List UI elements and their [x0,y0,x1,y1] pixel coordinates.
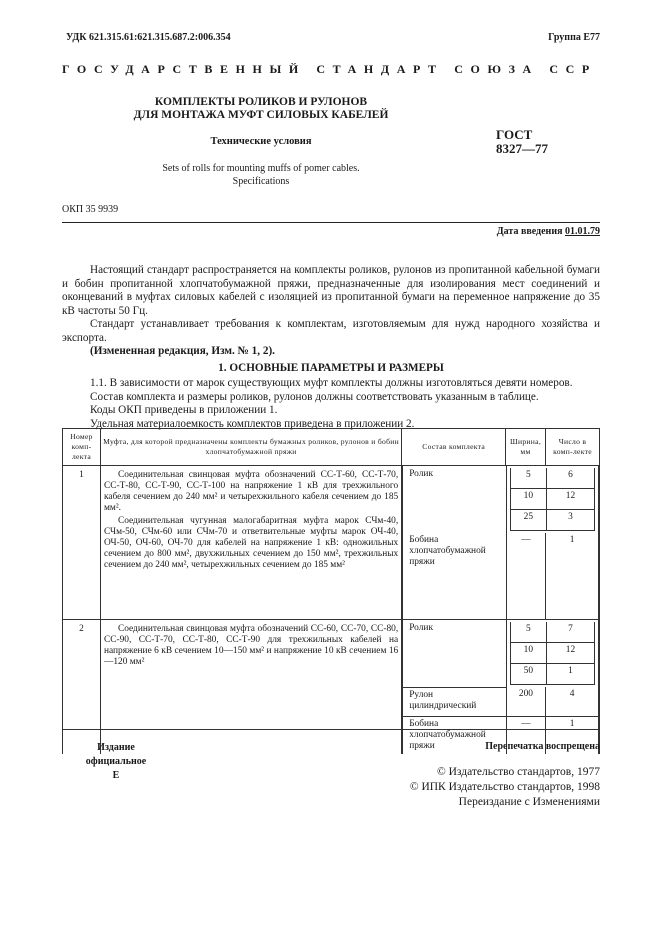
divider [62,222,600,223]
item-row [403,687,599,716]
section-heading: 1. ОСНОВНЫЕ ПАРАМЕТРЫ И РАЗМЕРЫ [218,361,444,374]
muff-description [100,620,401,754]
header-count: Число в комп-лекте [546,429,600,466]
value-row [510,622,594,643]
item-row [403,466,599,533]
width-value: 5 [510,622,546,643]
width-value: 200 [506,687,545,716]
width-value: — [506,533,545,619]
composition-cell [402,620,600,754]
table-header-row [63,429,600,466]
english-title [105,162,417,188]
header-width: Ширина, мм [506,429,546,466]
okp-code: ОКП 35 9939 [62,204,119,215]
set-number: 2 [63,620,101,754]
effective-date-value: 01.01.79 [565,226,600,237]
gost-number [496,128,576,156]
count-value: 1 [546,716,599,754]
count-value: 7 [546,622,594,643]
paragraph-material: Удельная материалоемкость комплектов приведена в приложении 2. [90,417,415,430]
copyright-1998: © ИПК Издательство стандартов, 1998 [409,781,600,793]
count-value: 12 [546,489,594,510]
specification-table [62,428,600,754]
value-row [510,489,594,510]
item-name: Бобина хлопчатобумажной пряжи [403,533,507,619]
value-row [510,643,594,664]
count-value: 1 [546,664,594,685]
english-title-line-1: Sets of rolls for mounting muffs of pomer cables. [162,163,360,174]
muff-text: Соединительная чугунная малогабаритная муфта марок СЧм-40, СЧм-50, СЧм-60 или СЧм-70 и ответвительные муфты марок ОЧ-40, ОЧ-50, ОЧ-60, ОЧ-70 для кабелей на напряжение 1 кВ: одножильных сечением до 800 мм², двухжильных сечением до 150 мм², трехжильных сечением до 240 мм², четырехжильных сечением до 185 мм² [103,516,399,570]
state-standard-banner: ГОСУДАРСТВЕННЫЙ СТАНДАРТ СОЮЗА ССР [62,62,597,76]
table-row [63,620,600,754]
document-subtitle: Технические условия [210,136,312,147]
set-number: 1 [63,466,101,620]
paragraph-scope: Настоящий стандарт распространяется на комплекты роликов, рулонов из пропитанной кабельной бумаги и бобин пропитанной хлопчатобумажной пряжи, предназначенные для изолирования мест соединений и оконцеваний в муфтах силовых кабелей с изоляцией из пропитанной бумаги на переменное напряжение до 35 кВ частоты 50 Гц. [62,264,600,317]
paragraph-amendment: (Измененная редакция, Изм. № 1, 2). [90,345,275,357]
edition-letter: Е [112,770,120,781]
width-value: 50 [510,664,546,685]
table-bottom-rule [62,729,600,730]
width-value: 25 [510,510,546,531]
document-title [105,96,417,122]
value-row [510,664,594,685]
body-text [62,264,600,431]
reprint-prohibited: Перепечатка воспрещена [485,741,600,752]
group-code: Группа Е77 [548,32,600,43]
title-line-1: КОМПЛЕКТЫ РОЛИКОВ И РУЛОНОВ [154,96,368,108]
paragraph-okp-codes: Коды ОКП приведены в приложении 1. [90,404,278,416]
count-value: 1 [546,533,599,619]
item-name: Ролик [403,466,507,533]
width-value: 5 [510,468,546,489]
reissue-note: Переиздание с Изменениями [458,796,600,808]
paragraph-composition: Состав комплекта и размеры роликов, рулонов должны соответствовать указанным в таблице. [90,390,539,403]
copyright-block [360,765,600,810]
width-value: — [506,716,545,754]
paragraph-requirements: Стандарт устанавливает требования к комплектам, изготовляемым для нужд народного хозяйства и экспорта. [62,318,600,344]
count-value: 6 [546,468,594,489]
title-line-2: ДЛЯ МОНТАЖА МУФТ СИЛОВЫХ КАБЕЛЕЙ [133,109,389,121]
table-row [63,466,600,620]
item-name: Бобина хлопчатобумажной пряжи [403,716,507,754]
item-name: Ролик [403,620,507,687]
item-name: Рулон цилиндрический [403,687,507,716]
udk-code: УДК 621.315.61:621.315.687.2:006.354 [66,32,231,43]
header-muff: Муфта, для которой предназначены комплекты бумажных роликов, рулонов и бобин хлопчатобумажной пряжи [100,429,401,466]
width-value: 10 [510,643,546,664]
count-value: 4 [546,687,599,716]
header-composition: Состав комплекта [402,429,506,466]
official-edition [66,741,166,783]
gost-code: 8327—77 [496,141,548,156]
effective-date-label: Дата введения [496,226,563,237]
count-value: 3 [546,510,594,531]
copyright-1977: © Издательство стандартов, 1977 [436,766,600,778]
value-row [510,510,594,531]
item-row [403,533,599,619]
item-row [403,620,599,687]
count-value: 12 [546,643,594,664]
muff-text: Соединительная свинцовая муфта обозначений СС-60, СС-70, СС-80, СС-90, СС-Т-70, СС-Т-80, СС-Т-90 для трехжильных кабелей на напряжение 6 кВ сечением 10—150 мм² и напряжение 10 кВ сечением 16—120 мм² [103,624,399,667]
paragraph-1-1: 1.1. В зависимости от марок существующих муфт комплекты должны изготовляться девяти номеров. [90,377,573,389]
value-row [510,468,594,489]
english-title-line-2: Specifications [232,176,290,187]
official-edition-label: Издание официальное [85,742,147,767]
gost-label: ГОСТ [496,127,533,142]
muff-text: Соединительная свинцовая муфта обозначений СС-Т-60, СС-Т-70, СС-Т-80, СС-Т-90, СС-Т-100 на напряжение 1 кВ для трехжильного кабеля сечением до 240 мм² и четырехжильного кабеля сечением до 185 мм². [103,470,399,513]
composition-cell [402,466,600,620]
header-number: Номер комп-лекта [63,429,101,466]
effective-date [420,226,600,237]
muff-description [100,466,401,620]
width-value: 10 [510,489,546,510]
